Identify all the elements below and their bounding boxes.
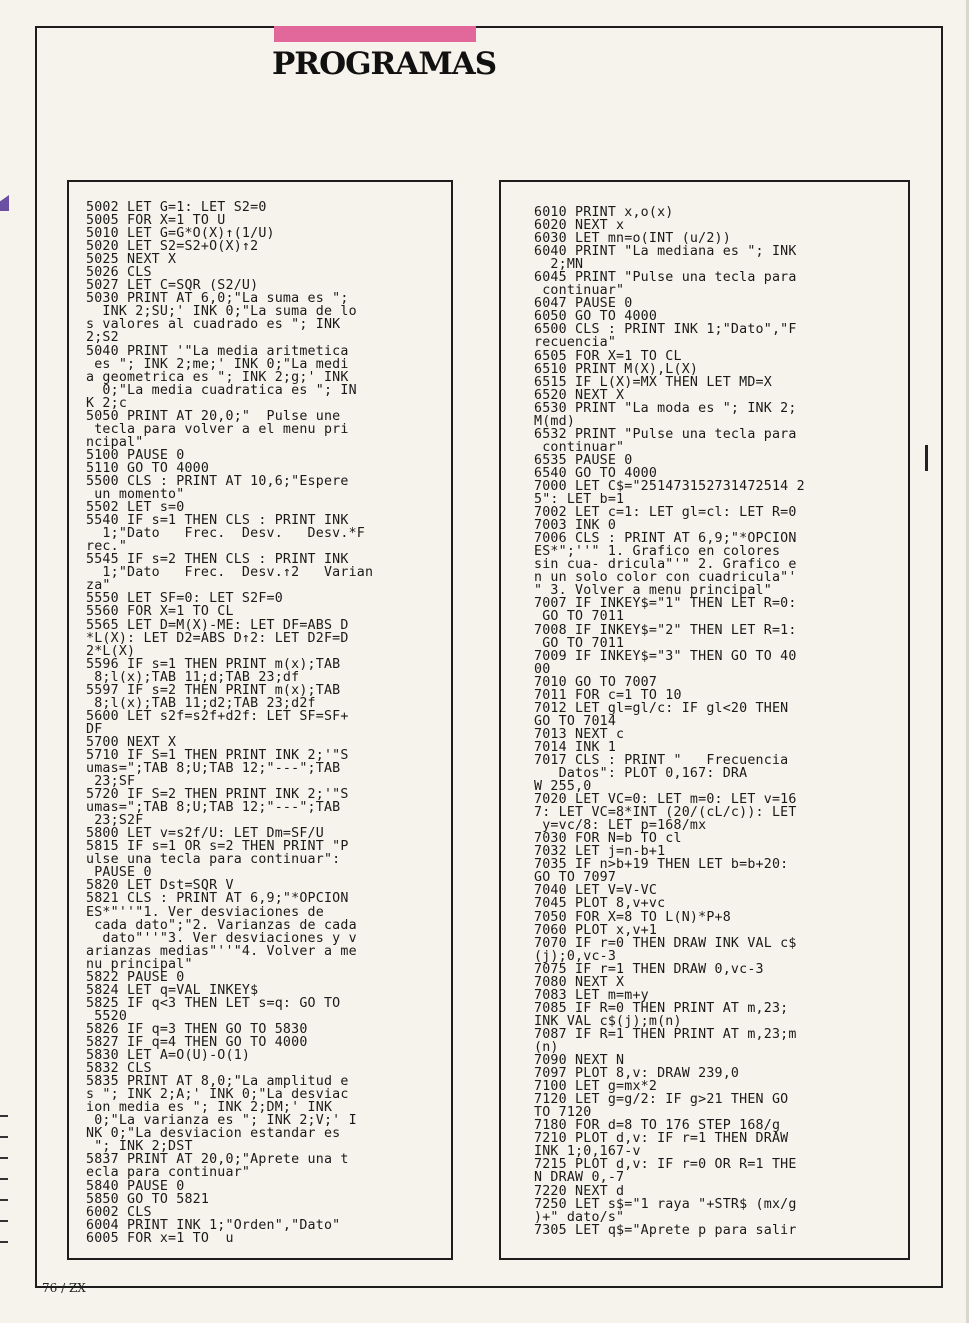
code-line: 1;"Dato Frec. Desv. Desv.*F — [86, 526, 365, 542]
code-line: 5822 PAUSE 0 — [86, 969, 185, 985]
code-line: 7: LET VC=8*INT (20/(cL/c)): LET — [534, 805, 797, 821]
code-line: 5025 NEXT X — [86, 252, 177, 268]
margin-tick — [925, 445, 928, 471]
margin-rule — [0, 1199, 8, 1201]
code-line: 7215 PLOT d,v: IF r=0 OR R=1 THE — [534, 1157, 797, 1173]
code-line: 5821 CLS : PRINT AT 6,9;"*OPCION — [86, 891, 349, 907]
code-line: GO TO 7011 — [534, 635, 625, 651]
code-line: Datos": PLOT 0,167: DRA — [534, 766, 748, 782]
code-line: 6535 PAUSE 0 — [534, 452, 633, 468]
code-line: 5596 IF s=1 THEN PRINT m(x);TAB — [86, 656, 341, 672]
code-line: 7040 LET V=V-VC — [534, 883, 658, 899]
code-line: GO TO 7011 — [534, 609, 625, 625]
code-line: 5010 LET G=G*O(X)↑(1/U) — [86, 226, 275, 242]
code-line: cada dato";"2. Varianzas de cada — [86, 917, 357, 933]
code-line: M(md) — [534, 413, 576, 429]
code-line: ion media es "; INK 2;DM;' INK — [86, 1100, 333, 1116]
code-line: 5710 IF S=1 THEN PRINT INK 2;'"S — [86, 747, 349, 763]
code-line: 7002 LET c=1: LET gl=cl: LET R=0 — [534, 505, 797, 521]
code-line: nu principal" — [86, 956, 193, 972]
color-tab-mark — [0, 195, 9, 211]
code-line: 6045 PRINT "Pulse una tecla para — [534, 270, 797, 286]
code-line: 5500 CLS : PRINT AT 10,6;"Espere — [86, 473, 349, 489]
code-line: y=vc/8: LET p=168/mx — [534, 818, 707, 834]
code-line: ulse una tecla para continuar": — [86, 852, 341, 868]
code-line: DF — [86, 721, 103, 737]
code-line: 1;"Dato Frec. Desv.↑2 Varian — [86, 565, 374, 581]
code-line: 8;l(x);TAB 11;d;TAB 23;df — [86, 669, 300, 685]
code-line: ES*";''" 1. Grafico en colores — [534, 544, 781, 560]
code-line: 7070 IF r=0 THEN DRAW INK VAL c$ — [534, 935, 797, 951]
listing-column-right — [499, 180, 910, 1260]
code-line: 0;"La media cuadratica es "; IN — [86, 382, 357, 398]
code-line: 6005 FOR x=1 TO u — [86, 1230, 234, 1246]
code-line: 5545 IF s=2 THEN CLS : PRINT INK — [86, 552, 349, 568]
code-line: 6510 PRINT M(X),L(X) — [534, 361, 699, 377]
listing-column-left — [67, 180, 453, 1260]
code-line: 5597 IF s=2 THEN PRINT m(x);TAB — [86, 682, 341, 698]
code-line: " 3. Volver a menu principal" — [534, 583, 772, 599]
code-line: 2;MN — [534, 257, 584, 273]
code-line: 7007 IF INKEY$="1" THEN LET R=0: — [534, 596, 797, 612]
code-line: 6040 PRINT "La mediana es "; INK — [534, 244, 797, 260]
code-line: 7014 INK 1 — [534, 739, 617, 755]
code-line: 5020 LET S2=S2+O(X)↑2 — [86, 239, 259, 255]
code-line: 5026 CLS — [86, 265, 152, 281]
code-line: es "; INK 2;me;' INK 0;"La medi — [86, 356, 349, 372]
code-line: 7017 CLS : PRINT " Frecuencia — [534, 752, 789, 768]
code-line: 7100 LET g=mx*2 — [534, 1079, 658, 1095]
code-line: 5800 LET v=s2f/U: LET Dm=SF/U — [86, 826, 324, 842]
code-line: 6002 CLS — [86, 1204, 152, 1220]
code-line: 7030 FOR N=b TO cl — [534, 831, 682, 847]
code-line: 5002 LET G=1: LET S2=0 — [86, 200, 267, 215]
code-line: umas=";TAB 8;U;TAB 12;"---";TAB — [86, 761, 341, 777]
code-line: 6505 FOR X=1 TO CL — [534, 348, 682, 364]
code-line: 5100 PAUSE 0 — [86, 447, 185, 463]
margin-rule — [0, 1178, 8, 1180]
code-line: 7009 IF INKEY$="3" THEN GO TO 40 — [534, 648, 797, 664]
code-line: 7012 LET gl=gl/c: IF gl<20 THEN — [534, 700, 789, 716]
code-line: 7120 LET g=g/2: IF g>21 THEN GO — [534, 1092, 789, 1108]
code-line: s "; INK 2;A;' INK 0;"La desviac — [86, 1087, 349, 1103]
code-line: 7085 IF R=0 THEN PRINT AT m,23; — [534, 1000, 789, 1016]
code-line: 5815 IF s=1 OR s=2 THEN PRINT "P — [86, 839, 349, 855]
code-line: 5030 PRINT AT 6,0;"La suma es "; — [86, 291, 349, 307]
code-line: 6047 PAUSE 0 — [534, 296, 633, 312]
code-line: N DRAW 0,-7 — [534, 1170, 625, 1186]
code-line: 7083 LET m=m+y — [534, 987, 649, 1003]
code-line: 5520 — [86, 1008, 128, 1024]
code-line: 6500 CLS : PRINT INK 1;"Dato","F — [534, 322, 797, 338]
code-line: 5565 LET D=M(X)-ME: LET DF=ABS D — [86, 617, 349, 633]
code-line: ES*"''"1. Ver desviaciones de — [86, 904, 324, 920]
code-line: 5040 PRINT '"La media aritmetica — [86, 343, 349, 359]
code-listing-left — [86, 201, 373, 1245]
code-line: ecla para continuar" — [86, 1165, 251, 1181]
code-line: 7008 IF INKEY$="2" THEN LET R=1: — [534, 622, 797, 638]
code-line: K 2;c — [86, 395, 128, 411]
code-line: W 255,0 — [534, 779, 592, 795]
code-line: 7180 FOR d=8 TO 176 STEP 168/g — [534, 1118, 781, 1134]
code-line: 5837 PRINT AT 20,0;"Aprete una t — [86, 1152, 349, 1168]
code-line: 7210 PLOT d,v: IF r=1 THEN DRAW — [534, 1131, 789, 1147]
code-line: 7045 PLOT 8,v+vc — [534, 896, 666, 912]
code-line: 6520 NEXT X — [534, 387, 625, 403]
code-line: tecla para volver a el menu pri — [86, 421, 349, 437]
code-line: un momento" — [86, 487, 185, 503]
margin-rule — [0, 1157, 8, 1159]
margin-rule — [0, 1115, 8, 1117]
code-line: GO TO 7014 — [534, 713, 617, 729]
code-line: 7020 LET VC=0: LET m=0: LET v=16 — [534, 792, 797, 808]
code-line: 23;S2F — [86, 813, 144, 829]
code-line: 7011 FOR c=1 TO 10 — [534, 687, 682, 703]
code-line: continuar" — [534, 439, 625, 455]
code-line: 7250 LET s$="1 raya "+STR$ (mx/g — [534, 1196, 797, 1212]
code-line: )+" dato/s" — [534, 1209, 625, 1225]
code-line: 5826 IF q=3 THEN GO TO 5830 — [86, 1021, 308, 1037]
code-listing-right — [534, 206, 805, 1237]
code-line: 6540 GO TO 4000 — [534, 465, 658, 481]
code-line: (j);0,vc-3 — [534, 948, 617, 964]
code-line: 5": LET b=1 — [534, 492, 625, 508]
code-line: 5600 LET s2f=s2f+d2f: LET SF=SF+ — [86, 708, 349, 724]
code-line: GO TO 7097 — [534, 870, 617, 886]
code-line: 2;S2 — [86, 330, 119, 346]
code-line: sin cua- dricula"'" 2. Grafico e — [534, 557, 797, 573]
code-line: 7087 IF R=1 THEN PRINT AT m,23;m — [534, 1026, 797, 1042]
code-line: 5830 LET A=O(U)-O(1) — [86, 1048, 251, 1064]
code-line: 5540 IF s=1 THEN CLS : PRINT INK — [86, 513, 349, 529]
margin-rule — [0, 1220, 8, 1222]
code-line: 5832 CLS — [86, 1061, 152, 1077]
code-line: arianzas medias"''"4. Volver a me — [86, 943, 357, 959]
code-line: 7220 NEXT d — [534, 1183, 625, 1199]
code-line: INK 1;0,167-v — [534, 1144, 641, 1160]
code-line: 5560 FOR X=1 TO CL — [86, 604, 234, 620]
code-line: 7000 LET C$="251473152731472514 2 — [534, 478, 805, 494]
code-line: 6532 PRINT "Pulse una tecla para — [534, 426, 797, 442]
code-line: recuencia" — [534, 335, 617, 351]
code-line: 0;"La varianza es "; INK 2;V;' I — [86, 1113, 357, 1129]
section-accent-bar — [274, 26, 476, 42]
code-line: 6030 LET mn=o(INT (u/2)) — [534, 231, 731, 247]
code-line: rec." — [86, 539, 128, 555]
page-number: 76 / ZX — [42, 1281, 86, 1295]
code-line: PAUSE 0 — [86, 865, 152, 881]
code-line: TO 7120 — [534, 1105, 592, 1121]
code-line: 6515 IF L(X)=MX THEN LET MD=X — [534, 374, 772, 390]
code-line: 5720 IF S=2 THEN PRINT INK 2;'"S — [86, 787, 349, 803]
code-line: 5824 LET q=VAL INKEY$ — [86, 982, 259, 998]
code-line: 5840 PAUSE 0 — [86, 1178, 185, 1194]
code-line: 5820 LET Dst=SQR V — [86, 878, 234, 894]
code-line: 5005 FOR X=1 TO U — [86, 213, 226, 229]
code-line: s valores al cuadrado es "; INK — [86, 317, 341, 333]
code-line: 5550 LET SF=0: LET S2F=0 — [86, 591, 283, 607]
code-line: dato"''"3. Ver desviaciones y v — [86, 930, 357, 946]
code-line: 5050 PRINT AT 20,0;" Pulse une — [86, 408, 341, 424]
code-line: *L(X): LET D2=ABS D↑2: LET D2F=D — [86, 630, 349, 646]
code-line: 6530 PRINT "La moda es "; INK 2; — [534, 400, 797, 416]
code-line: NK 0;"La desviacion estandar es — [86, 1126, 341, 1142]
code-line: 7075 IF r=1 THEN DRAW 0,vc-3 — [534, 961, 764, 977]
code-line: 6004 PRINT INK 1;"Orden","Dato" — [86, 1217, 341, 1233]
code-line: 5827 IF q=4 THEN GO TO 4000 — [86, 1035, 308, 1050]
code-line: a geometrica es "; INK 2;g;' INK — [86, 369, 349, 385]
code-line: 6020 NEXT x — [534, 218, 625, 234]
code-line: 2*L(X) — [86, 643, 136, 659]
code-line: 5502 LET s=0 — [86, 500, 185, 516]
code-line: 7006 CLS : PRINT AT 6,9;"*OPCION — [534, 531, 797, 547]
code-line: 7013 NEXT c — [534, 726, 625, 742]
code-line: 7080 NEXT X — [534, 974, 625, 990]
code-line: 5110 GO TO 4000 — [86, 460, 210, 476]
code-line: "; INK 2;DST — [86, 1139, 193, 1155]
code-line: 00 — [534, 661, 551, 677]
code-line: 5027 LET C=SQR (S2/U) — [86, 278, 259, 294]
code-line: 5850 GO TO 5821 — [86, 1191, 210, 1207]
code-line: 7035 IF n>b+19 THEN LET b=b+20: — [534, 857, 789, 873]
code-line: 5700 NEXT X — [86, 734, 177, 750]
code-line: 7060 PLOT x,v+1 — [534, 922, 658, 938]
code-line: 5835 PRINT AT 8,0;"La amplitud e — [86, 1074, 349, 1090]
code-line: 7305 LET q$="Aprete p para salir — [534, 1222, 797, 1238]
code-line: 5825 IF q<3 THEN LET s=q: GO TO — [86, 995, 341, 1011]
margin-rule — [0, 1136, 8, 1138]
code-line: 7090 NEXT N — [534, 1053, 625, 1069]
code-line: 6010 PRINT x,o(x) — [534, 205, 674, 220]
code-line: 7050 FOR X=8 TO L(N)*P+8 — [534, 909, 731, 925]
code-line: ncipal" — [86, 434, 144, 450]
code-line: (n) — [534, 1040, 559, 1055]
code-line: 7010 GO TO 7007 — [534, 674, 658, 690]
code-line: continuar" — [534, 283, 625, 299]
code-line: INK 2;SU;' INK 0;"La suma de lo — [86, 304, 357, 320]
code-line: 7003 INK 0 — [534, 518, 617, 534]
code-line: 6050 GO TO 4000 — [534, 309, 658, 325]
section-title: PROGRAMAS — [272, 46, 497, 82]
code-line: 7032 LET j=n-b+1 — [534, 844, 666, 860]
code-line: umas=";TAB 8;U;TAB 12;"---";TAB — [86, 800, 341, 816]
code-line: 8;l(x);TAB 11;d2;TAB 23;d2f — [86, 695, 316, 711]
margin-rule — [0, 1241, 8, 1243]
code-line: za" — [86, 578, 111, 594]
code-line: n un solo color con cuadricula"' — [534, 570, 797, 586]
code-line: 23;SF — [86, 774, 136, 790]
code-line: INK VAL c$(j);m(n) — [534, 1013, 682, 1029]
code-line: 7097 PLOT 8,v: DRAW 239,0 — [534, 1066, 740, 1082]
